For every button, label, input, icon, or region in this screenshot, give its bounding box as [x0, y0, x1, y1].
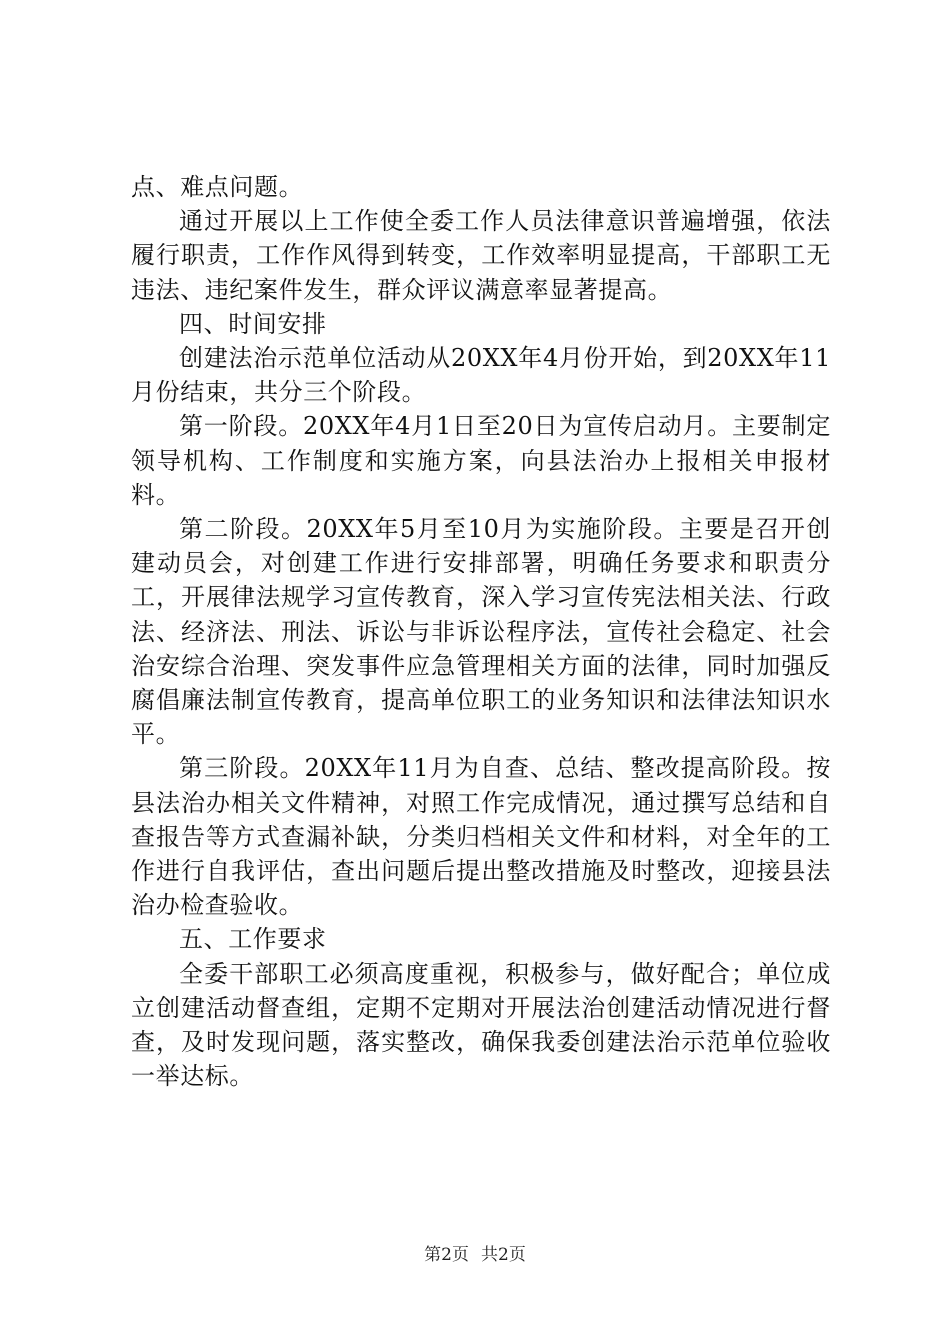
- paragraph-stage-three: 第三阶段。20XX年11月为自查、总结、整改提高阶段。按县法治办相关文件精神，对照工作完成情况，通过撰写总结和自查报告等方式查漏补缺，分类归档相关文件和材料，对全年的工作进行自我评估，查出问题后提出整改措施及时整改，迎接县法治办检查验收。: [131, 754, 831, 920]
- page-footer: [0, 1244, 950, 1266]
- page-number-total: 共2页: [481, 1245, 526, 1265]
- paragraph-stage-one: 第一阶段。20XX年4月1日至20日为宣传启动月。主要制定领导机构、工作制度和实施方案，向县法治办上报相关申报材料。: [131, 412, 831, 509]
- paragraph-stage-two: 第二阶段。20XX年5月至10月为实施阶段。主要是召开创建动员会，对创建工作进行安排部署，明确任务要求和职责分工，开展律法规学习宣传教育，深入学习宣传宪法相关法、行政法、经济法、刑法、诉讼与非诉讼程序法，宣传社会稳定、社会治安综合治理、突发事件应急管理相关方面的法律，同时加强反腐倡廉法制宣传教育，提高单位职工的业务知识和法律法知识水平。: [131, 515, 831, 749]
- paragraph-requirements: 全委干部职工必须高度重视，积极参与，做好配合；单位成立创建活动督查组，定期不定期对开展法治创建活动情况进行督查，及时发现问题，落实整改，确保我委创建法治示范单位验收一举达标。: [131, 959, 831, 1091]
- paragraph-4: 创建法治示范单位活动从20XX年4月份开始，到20XX年11月份结束，共分三个阶段。: [131, 344, 831, 407]
- document-body: [131, 170, 831, 1093]
- page-number-current: 第2页: [424, 1245, 469, 1265]
- section-heading-schedule: 四、时间安排: [179, 309, 327, 338]
- paragraph-1: 点、难点问题。: [131, 173, 304, 201]
- paragraph-2: 通过开展以上工作使全委工作人员法律意识普遍增强，依法履行职责，工作作风得到转变，工作效率明显提高，干部职工无违法、违纪案件发生，群众评议满意率显著提高。: [131, 207, 831, 304]
- section-heading-requirements: 五、工作要求: [179, 925, 327, 954]
